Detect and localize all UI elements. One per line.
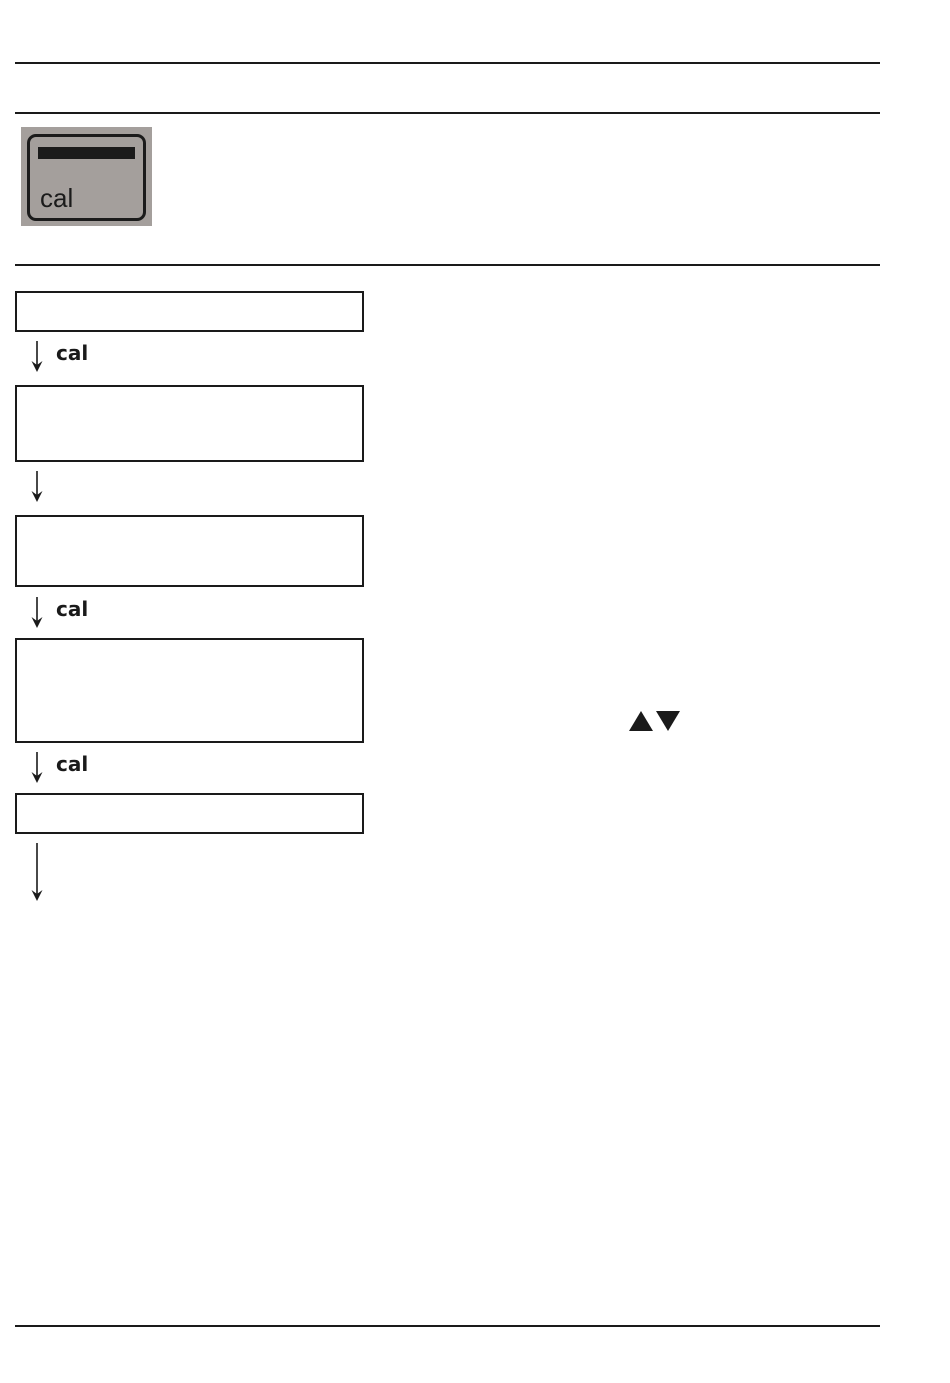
step-key-label: cal [56,752,89,776]
down-arrow-icon [30,843,44,903]
up-down-arrows-icon [629,710,681,732]
down-arrow-icon [30,752,44,784]
header-rule-second [15,112,880,114]
down-arrow-icon [30,341,44,373]
header-rule-top [15,62,880,64]
display-box-3 [15,515,364,587]
step-key-label: cal [56,341,89,365]
section-rule [15,264,880,266]
down-arrow-icon [30,471,44,503]
down-arrow-icon [30,597,44,629]
cal-key-icon [21,127,152,226]
display-box-5 [15,793,364,834]
display-box-2 [15,385,364,462]
footer-rule [15,1325,880,1327]
display-box-1 [15,291,364,332]
key-display-bar [38,147,135,159]
cal-key-label: cal [40,183,74,213]
display-box-4 [15,638,364,743]
step-key-label: cal [56,597,89,621]
cal-key-cap [27,134,146,221]
